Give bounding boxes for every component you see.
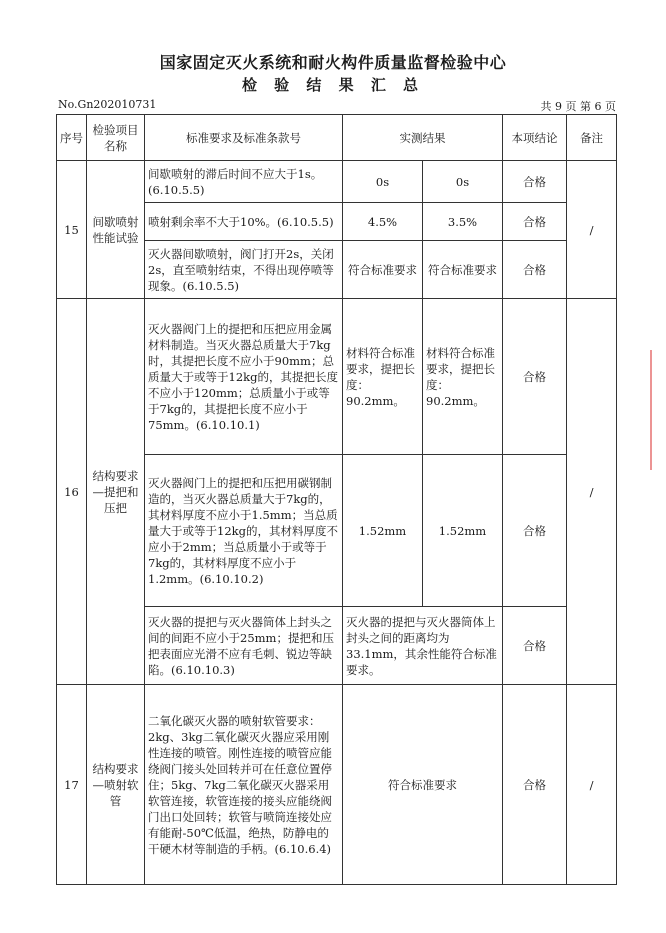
report-title: 国家固定灭火系统和耐火构件质量监督检验中心 [159, 53, 507, 72]
result-cell: 符合标准要求 [343, 241, 423, 299]
result-cell: 1.52mm [343, 455, 423, 607]
results-table [56, 114, 617, 885]
seal-stamp-fragment [650, 350, 666, 470]
table-row [57, 161, 617, 203]
seq-cell: 16 [57, 299, 87, 685]
standard-cell: 二氧化碳灭火器的喷射软管要求：2kg、3kg二氧化碳灭火器应采用刚性连接的喷管。刚性连接的喷管应能绕阀门接头处回转并可在任意位置停住；5kg、7kg二氧化碳灭火器采用软管连接，软管连接的接头应能绕阀门出口处回转；软管与喷筒连接处应有能耐-50℃低温，绝热，防静电的干硬木材等制造的手柄。(6.10.6.4) [145, 685, 343, 885]
report-subtitle: 检 验 结 果 汇 总 [241, 76, 425, 94]
seq-cell: 15 [57, 161, 87, 299]
page-indicator: 共 9 页 第 6 页 [540, 100, 616, 113]
seq-cell: 17 [57, 685, 87, 885]
conclusion-cell: 合格 [503, 161, 567, 203]
remark-cell: / [567, 685, 617, 885]
result-cell: 符合标准要求 [423, 241, 503, 299]
result-cell: 材料符合标准要求，提把长度：90.2mm。 [423, 299, 503, 455]
col-result: 实测结果 [343, 115, 503, 161]
standard-cell: 灭火器的提把与灭火器筒体上封头之间的间距不应小于25mm；提把和压把表面应光滑不应有毛刺、锐边等缺陷。(6.10.10.3) [145, 607, 343, 685]
result-cell-merged: 符合标准要求 [343, 685, 503, 885]
col-standard: 标准要求及标准条款号 [145, 115, 343, 161]
conclusion-cell: 合格 [503, 241, 567, 299]
conclusion-cell: 合格 [503, 203, 567, 241]
standard-cell: 灭火器阀门上的提把和压把用碳钢制造的，当灭火器总质量大于7kg的，其材料厚度不应小于1.5mm；当总质量大于或等于12kg的，其材料厚度不应小于2mm；当总质量小于或等于7kg的，其材料厚度不应小于1.2mm。(6.10.10.2) [145, 455, 343, 607]
conclusion-cell: 合格 [503, 299, 567, 455]
table-row [57, 685, 617, 885]
col-seq: 序号 [57, 115, 87, 161]
result-cell-merged: 灭火器的提把与灭火器筒体上封头之间的距离均为33.1mm，其余性能符合标准要求。 [343, 607, 503, 685]
col-item: 检验项目名称 [87, 115, 145, 161]
item-cell: 结构要求—喷射软管 [87, 685, 145, 885]
report-number: No.Gn202010731 [58, 98, 157, 111]
remark-cell: / [567, 299, 617, 685]
result-cell: 4.5% [343, 203, 423, 241]
standard-cell: 灭火器阀门上的提把和压把应用金属材料制造。当灭火器总质量大于7kg时，其提把长度不应小于90mm；总质量大于或等于12kg的，其提把长度不应小于120mm；总质量小于或等于7kg的，其提把长度不应小于75mm。(6.10.10.1) [145, 299, 343, 455]
item-cell: 间歇喷射性能试验 [87, 161, 145, 299]
result-cell: 0s [343, 161, 423, 203]
table-row [57, 299, 617, 455]
col-remark: 备注 [567, 115, 617, 161]
standard-cell: 喷射剩余率不大于10%。(6.10.5.5) [145, 203, 343, 241]
result-cell: 0s [423, 161, 503, 203]
result-cell: 1.52mm [423, 455, 503, 607]
standard-cell: 间歇喷射的滞后时间不应大于1s。(6.10.5.5) [145, 161, 343, 203]
conclusion-cell: 合格 [503, 685, 567, 885]
result-cell: 材料符合标准要求，提把长度：90.2mm。 [343, 299, 423, 455]
conclusion-cell: 合格 [503, 455, 567, 607]
conclusion-cell: 合格 [503, 607, 567, 685]
col-conclusion: 本项结论 [503, 115, 567, 161]
standard-cell: 灭火器间歇喷射，阀门打开2s，关闭2s，直至喷射结束，不得出现停喷等现象。(6.10.5.5) [145, 241, 343, 299]
remark-cell: / [567, 161, 617, 299]
item-cell: 结构要求—提把和压把 [87, 299, 145, 685]
result-cell: 3.5% [423, 203, 503, 241]
